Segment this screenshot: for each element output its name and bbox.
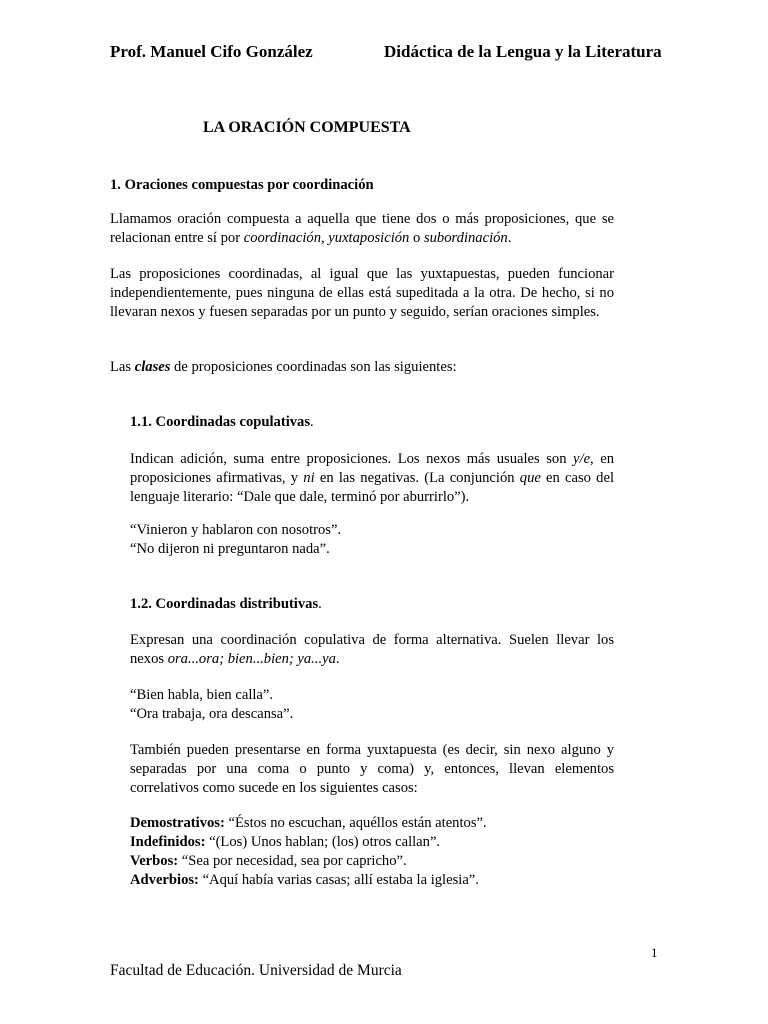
case-line: Demostrativos: “Éstos no escuchan, aquéllos están atentos”. — [130, 815, 487, 831]
header-course: Didáctica de la Lengua y la Literatura — [384, 42, 662, 61]
example: “No dijeron ni preguntaron nada”. — [130, 541, 330, 557]
case-line: Indefinidos: “(Los) Unos hablan; (los) otros callan”. — [130, 834, 441, 850]
case-line: Adverbios: “Aquí había varias casas; allí estaba la iglesia”. — [130, 872, 479, 888]
paragraph: Indican adición, suma entre proposiciones. Los nexos más usuales son y/e, en proposiciones afirmativas, y ni en las negativas. (La conjunción que en caso del lenguaje literario: “Dale que dale, terminó por aburrirlo”). — [130, 451, 615, 505]
page-number: 1 — [651, 945, 658, 960]
paragraph: También pueden presentarse en forma yuxtapuesta (es decir, sin nexo alguno y separadas por una coma o punto y coma) y, entonces, llevan elementos correlativos como sucede en los siguientes casos: — [130, 742, 614, 796]
case-line: Verbos: “Sea por necesidad, sea por capricho”. — [130, 853, 407, 869]
paragraph: Las proposiciones coordinadas, al igual que las yuxtapuestas, pueden funcionar independientemente, pues ninguna de ellas está supeditada a la otra. De hecho, si no llevaran nexos y fuesen separadas por un punto y seguido, serían oraciones simples. — [110, 266, 614, 320]
example: “Bien habla, bien calla”. — [130, 687, 274, 703]
page-title: LA ORACIÓN COMPUESTA — [203, 119, 411, 136]
subsection-heading: 1.1. Coordinadas copulativas. — [130, 414, 314, 430]
paragraph: Expresan una coordinación copulativa de forma alternativa. Suelen llevar los nexos ora...ora; bien...bien; ya...ya. — [130, 632, 614, 667]
header-author: Prof. Manuel Cifo González — [110, 42, 313, 61]
paragraph: Las clases de proposiciones coordinadas son las siguientes: — [110, 359, 457, 375]
section-heading: 1. Oraciones compuestas por coordinación — [110, 177, 374, 193]
example: “Ora trabaja, ora descansa”. — [130, 706, 294, 722]
example: “Vinieron y hablaron con nosotros”. — [130, 522, 342, 538]
subsection-heading: 1.2. Coordinadas distributivas. — [130, 596, 322, 612]
paragraph: Llamamos oración compuesta a aquella que tiene dos o más proposiciones, que se relacionan entre sí por coordinación, yuxtaposición o subordinación. — [110, 211, 614, 246]
page-footer: Facultad de Educación. Universidad de Murcia — [110, 962, 402, 979]
